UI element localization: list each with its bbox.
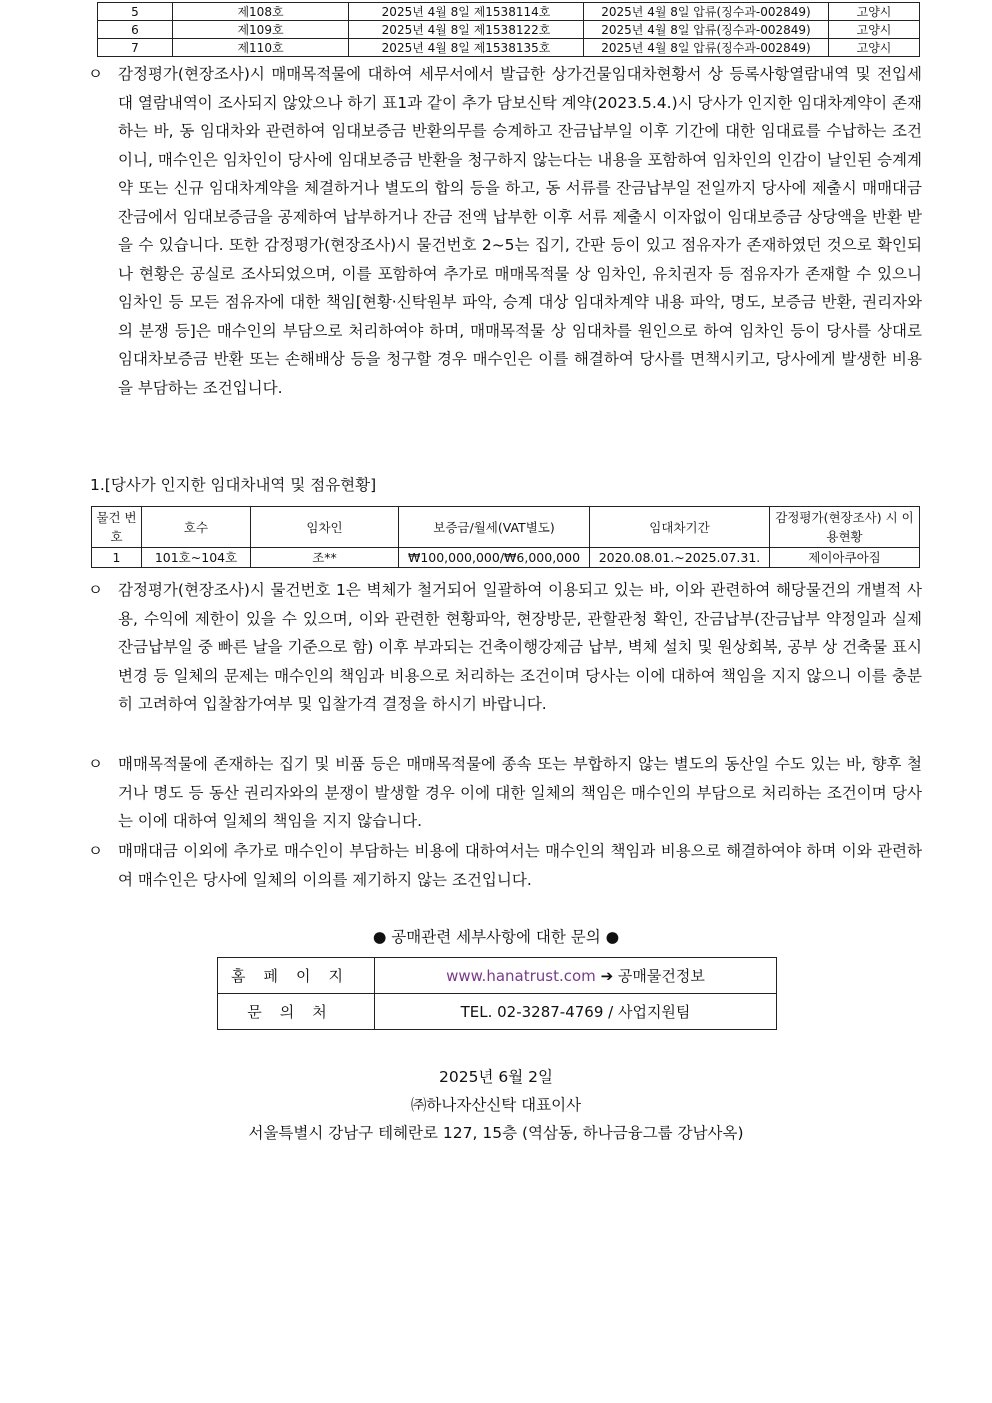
homepage-label: 홈페이지 xyxy=(218,958,375,994)
paragraph-text: 매매대금 이외에 추가로 매수인이 부담하는 비용에 대하여서는 매수인의 책임과 비용으로 해결하여야 하며 이와 관련하여 매수인은 당사에 일체의 이의를 제기하지 않는 조건입니다. xyxy=(118,842,922,889)
column-header: 임대차기간 xyxy=(590,507,770,548)
table-cell: 2025년 4월 8일 제1538114호 xyxy=(349,3,584,21)
table-cell: 6 xyxy=(98,21,173,39)
table-header-row xyxy=(92,507,920,548)
notice-paragraph-fixtures xyxy=(88,750,922,836)
lease-table xyxy=(91,506,920,568)
bullet-icon: ㅇ xyxy=(88,581,103,599)
table-cell: 7 xyxy=(98,39,173,57)
inquiry-label: 문의처 xyxy=(218,994,375,1030)
homepage-value xyxy=(375,958,777,994)
column-header: 보증금/월세(VAT별도) xyxy=(399,507,590,548)
registry-table xyxy=(97,2,920,57)
notice-paragraph-wall xyxy=(88,576,922,719)
table-row xyxy=(218,958,777,994)
paragraph-text: 감정평가(현장조사)시 물건번호 1은 벽체가 철거되어 일괄하여 이용되고 있는 바, 이와 관련하여 해당물건의 개별적 사용, 수익에 제한이 있을 수 있으며, 이와 관련한 현황파악, 현장방문, 관할관청 확인, 잔금납부(잔금납부 약정일과 실제 잔금납부일 중 빠른 날을 기준으로 함) 이후 부과되는 건축이행강제금 납부, 벽체 설치 및 원상회복, 공부 상 건축물 표시 변경 등 일체의 문제는 매수인의 책임과 비용으로 처리하는 조건이며 당사는 이에 대하여 책임을 지지 않으니 이를 충분히 고려하여 입찰참가여부 및 입찰가격 결정을 하시기 바랍니다. xyxy=(118,581,922,713)
bullet-icon: ㅇ xyxy=(88,65,103,83)
table-cell: 2025년 4월 8일 제1538122호 xyxy=(349,21,584,39)
table-cell: 2020.08.01.~2025.07.31. xyxy=(590,548,770,568)
table-cell: 고양시 xyxy=(829,21,920,39)
table-cell: 1 xyxy=(92,548,142,568)
bullet-icon: ㅇ xyxy=(88,755,103,773)
column-header: 임차인 xyxy=(251,507,399,548)
paragraph-text: 매매목적물에 존재하는 집기 및 비품 등은 매매목적물에 종속 또는 부합하지 않는 별도의 동산일 수도 있는 바, 향후 철거나 명도 등 동산 권리자와의 분쟁이 발생할 경우 이에 대한 일체의 책임은 매수인의 부담으로 처리하는 조건이며 당사는 이에 대하여 일체의 책임을 지지 않습니다. xyxy=(118,755,922,830)
table-row xyxy=(92,548,920,568)
column-header: 감정평가(현장조사) 시 이용현황 xyxy=(770,507,920,548)
footer-company: ㈜하나자산신탁 대표이사 xyxy=(410,1096,582,1114)
column-header: 물건 번호 xyxy=(92,507,142,548)
table-cell: 제109호 xyxy=(173,21,349,39)
table-cell: 제110호 xyxy=(173,39,349,57)
column-header: 호수 xyxy=(142,507,251,548)
arrow-right-icon: ➔ xyxy=(600,967,614,985)
homepage-link[interactable]: www.hanatrust.com xyxy=(446,967,596,985)
table-row xyxy=(218,994,777,1030)
table-cell: 5 xyxy=(98,3,173,21)
bullet-icon: ㅇ xyxy=(88,842,103,860)
table-cell: 고양시 xyxy=(829,39,920,57)
table-cell: 2025년 4월 8일 제1538135호 xyxy=(349,39,584,57)
footer-address: 서울특별시 강남구 테헤란로 127, 15층 (역삼동, 하나금융그룹 강남사옥) xyxy=(248,1124,744,1142)
paragraph-text: 감정평가(현장조사)시 매매목적물에 대하여 세무서에서 발급한 상가건물임대차현황서 상 등록사항열람내역 및 전입세대 열람내역이 조사되지 않았으나 하기 표1과 같이 추가 담보신탁 계약(2023.5.4.)시 당사가 인지한 임대차계약이 존재하는 바, 동 임대차와 관련하여 임대보증금 반환의무를 승계하고 잔금납부일 이후 기간에 대한 임대료를 수납하는 조건이니, 매수인은 임차인이 당사에 임대보증금 반환을 청구하지 않는다는 내용을 포함하여 임차인의 인감이 날인된 승계계약 또는 신규 임대차계약을 체결하거나 별도의 합의 등을 하고, 동 서류를 잔금납부일 전일까지 당사에 제출시 매매대금 잔금에서 임대보증금을 공제하여 납부하거나 잔금 전액 납부한 이후 서류 제출시 이자없이 임대보증금 상당액을 반환 받을 수 있습니다. 또한 감정평가(현장조사)시 물건번호 2~5는 집기, 간판 등이 있고 점유자가 존재하였던 것으로 확인되나 현황은 공실로 조사되었으며, 이를 포함하여 추가로 매매목적물 상 임차인, 유치권자 등 점유자가 존재할 수 있으니 임차인 등 모든 점유자에 대한 책임[현황·신탁원부 파악, 승계 대상 임대차계약 내용 파악, 명도, 보증금 반환, 권리자와의 분쟁 등]은 매수인의 부담으로 처리하여야 하며, 매매목적물 상 임대차를 원인으로 하여 임차인 등이 당사를 상대로 임대차보증금 반환 또는 손해배상 등을 청구할 경우 매수인은 이를 해결하여 당사를 면책시키고, 당사에게 발생한 비용을 부담하는 조건입니다. xyxy=(118,65,922,397)
homepage-suffix: 공매물건정보 xyxy=(617,967,705,985)
contact-heading: ● 공매관련 세부사항에 대한 문의 ● xyxy=(372,928,620,946)
table-cell: 제이아쿠아짐 xyxy=(770,548,920,568)
footer xyxy=(0,1063,992,1147)
table-cell: 조** xyxy=(251,548,399,568)
table-cell: 2025년 4월 8일 압류(징수과-002849) xyxy=(584,21,829,39)
notice-paragraph-costs xyxy=(88,837,922,894)
table-row xyxy=(98,39,920,57)
contact-table xyxy=(217,957,777,1030)
table-cell: ₩100,000,000/₩6,000,000 xyxy=(399,548,590,568)
table-cell: 고양시 xyxy=(829,3,920,21)
table-cell: 2025년 4월 8일 압류(징수과-002849) xyxy=(584,39,829,57)
notice-paragraph-lease xyxy=(88,60,922,402)
table-row xyxy=(98,3,920,21)
footer-date: 2025년 6월 2일 xyxy=(439,1068,553,1086)
table-row xyxy=(98,21,920,39)
section-title: 1.[당사가 인지한 임대차내역 및 점유현황] xyxy=(90,476,377,494)
table-cell: 101호~104호 xyxy=(142,548,251,568)
table-cell: 2025년 4월 8일 압류(징수과-002849) xyxy=(584,3,829,21)
inquiry-value: TEL. 02-3287-4769 / 사업지원팀 xyxy=(375,994,777,1030)
table-cell: 제108호 xyxy=(173,3,349,21)
